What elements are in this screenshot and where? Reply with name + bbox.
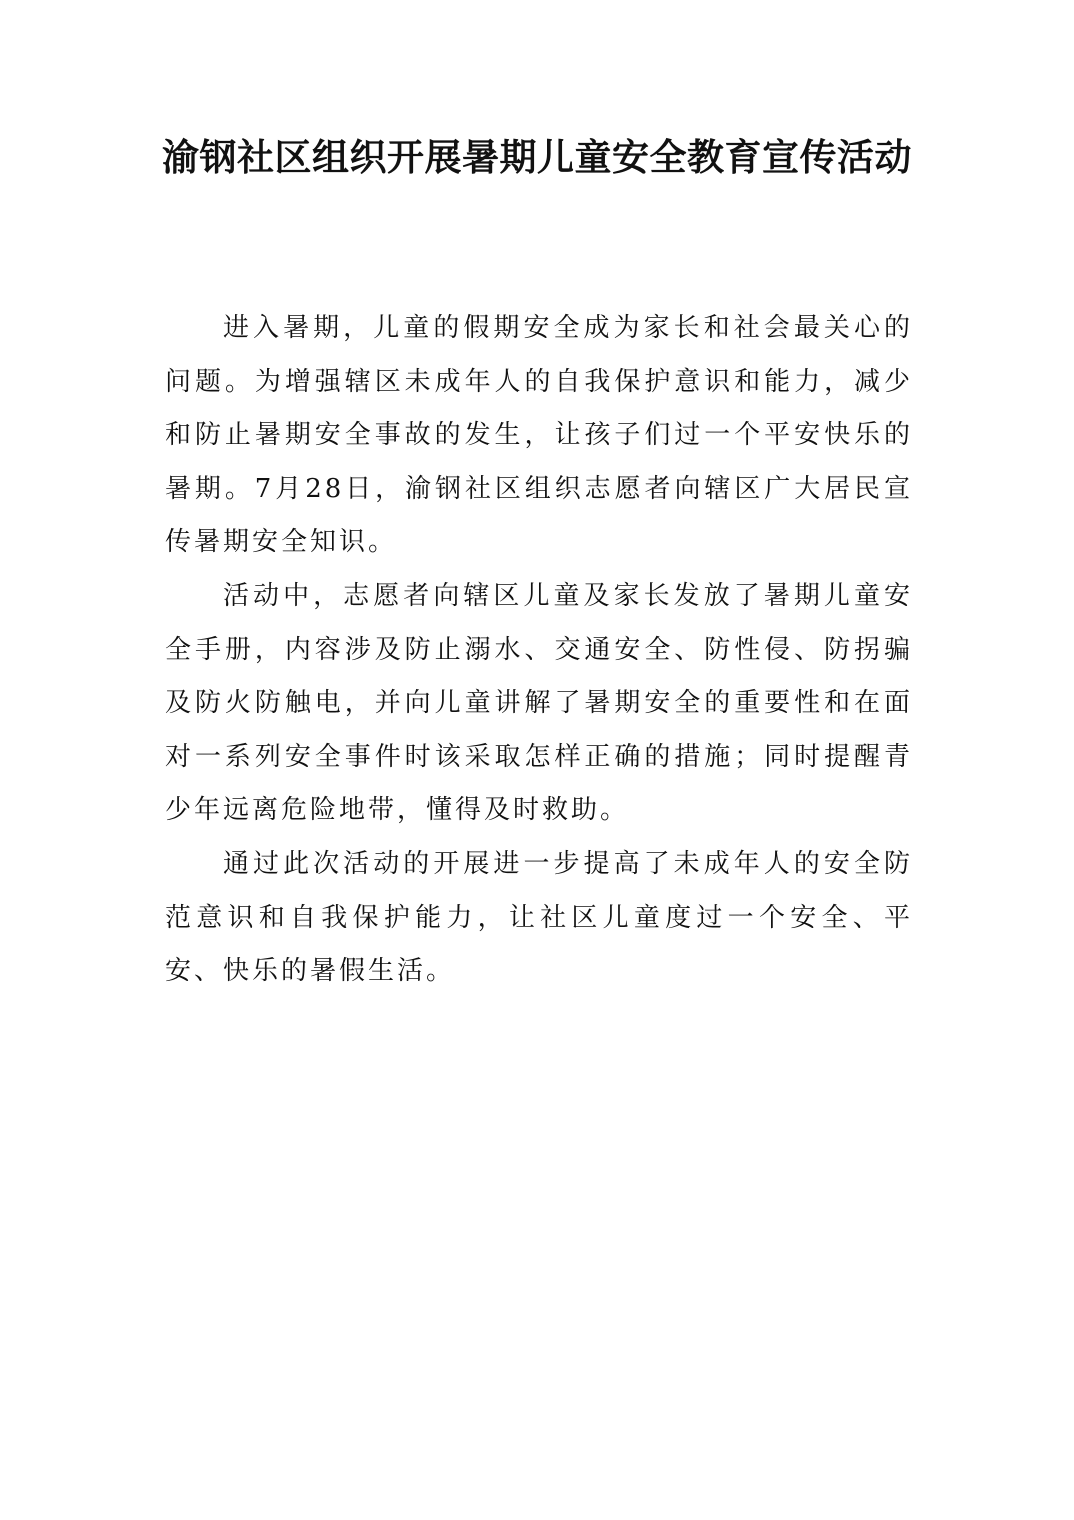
document-title: 渝钢社区组织开展暑期儿童安全教育宣传活动: [162, 136, 912, 179]
paragraph-1: 进入暑期，儿童的假期安全成为家长和社会最关心的问题。为增强辖区未成年人的自我保护意识和能力，减少和防止暑期安全事故的发生，让孩子们过一个平安快乐的暑期。7月28日，渝钢社区组织志愿者向辖区广大居民宣传暑期安全知识。: [165, 313, 913, 558]
paragraph-3: 通过此次活动的开展进一步提高了未成年人的安全防范意识和自我保护能力，让社区儿童度过一个安全、平安、快乐的暑假生活。: [165, 848, 913, 987]
document-body: [165, 302, 913, 999]
paragraph-2: 活动中，志愿者向辖区儿童及家长发放了暑期儿童安全手册，内容涉及防止溺水、交通安全、防性侵、防拐骗及防火防触电，并向儿童讲解了暑期安全的重要性和在面对一系列安全事件时该采取怎样正确的措施；同时提醒青少年远离危险地带，懂得及时救助。: [165, 580, 913, 826]
